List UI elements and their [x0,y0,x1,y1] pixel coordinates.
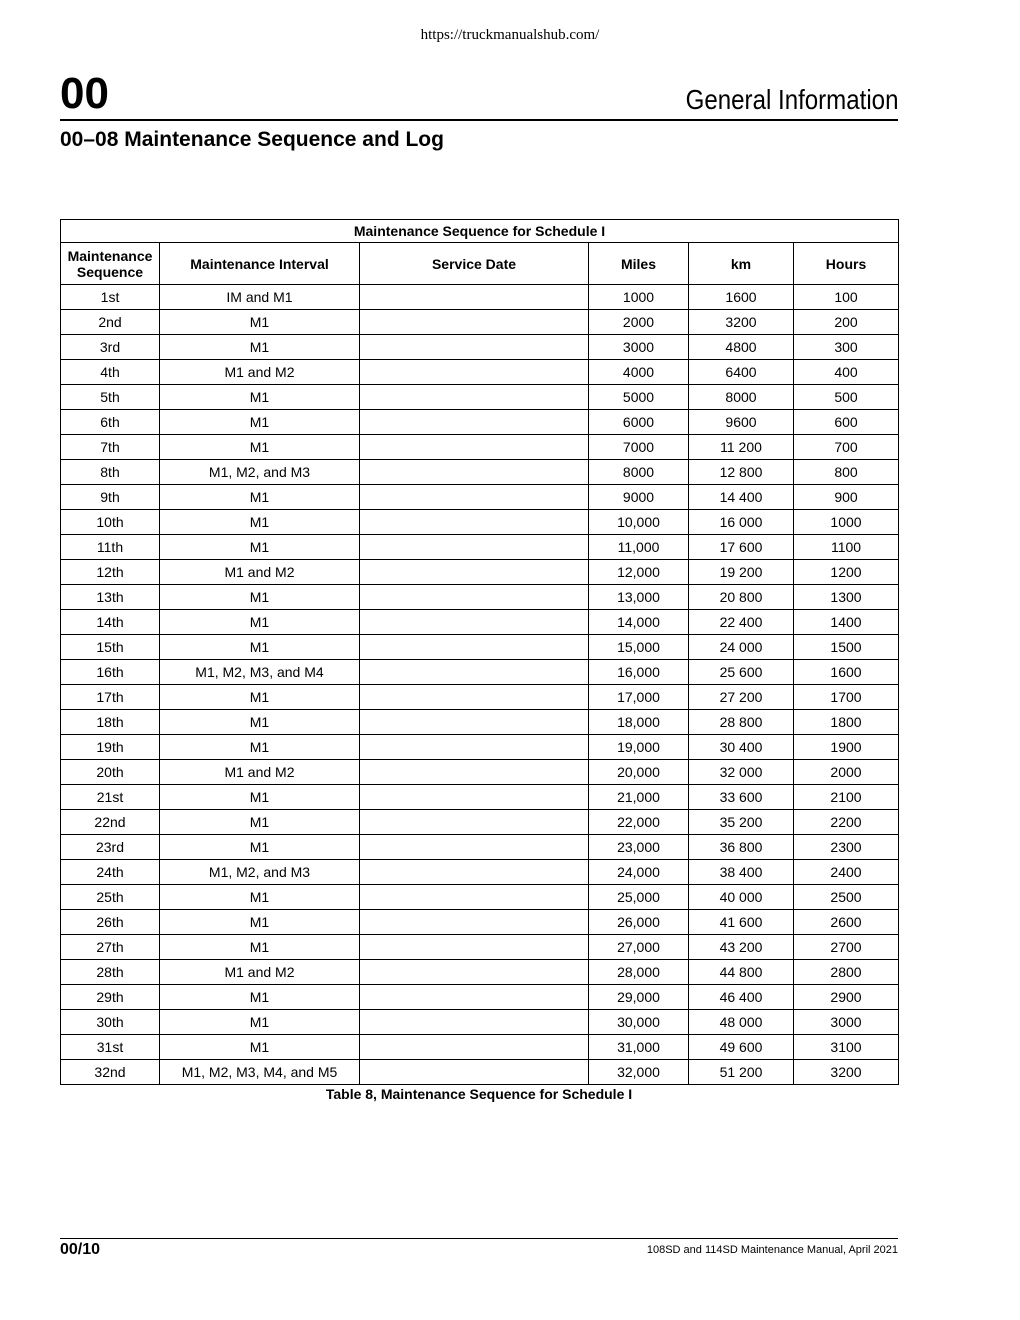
service-date-cell[interactable] [360,785,589,810]
hours-cell: 1600 [794,660,899,685]
interval-cell: M1 [160,785,360,810]
table-caption: Table 8, Maintenance Sequence for Schedule I [325,1086,633,1102]
service-date-cell[interactable] [360,835,589,860]
sequence-cell: 2nd [61,310,160,335]
service-date-cell[interactable] [360,510,589,535]
miles-cell: 10,000 [589,510,689,535]
miles-cell: 2000 [589,310,689,335]
sequence-cell: 23rd [61,835,160,860]
km-cell: 12 800 [689,460,794,485]
km-cell: 19 200 [689,560,794,585]
interval-cell: M1 and M2 [160,960,360,985]
service-date-cell[interactable] [360,635,589,660]
km-cell: 16 000 [689,510,794,535]
km-cell: 51 200 [689,1060,794,1085]
service-date-cell[interactable] [360,985,589,1010]
hours-cell: 1100 [794,535,899,560]
table-row [61,885,899,910]
miles-cell: 1000 [589,285,689,310]
miles-cell: 11,000 [589,535,689,560]
column-maintenance-interval: Maintenance Interval [160,243,360,285]
column-hours: Hours [794,243,899,285]
service-date-cell[interactable] [360,460,589,485]
interval-cell: M1 [160,935,360,960]
table-row [61,1010,899,1035]
miles-cell: 3000 [589,335,689,360]
table-row [61,310,899,335]
sequence-cell: 22nd [61,810,160,835]
interval-cell: M1 [160,510,360,535]
service-date-cell[interactable] [360,335,589,360]
service-date-cell[interactable] [360,385,589,410]
sequence-cell: 26th [61,910,160,935]
interval-cell: M1, M2, and M3 [160,860,360,885]
miles-cell: 8000 [589,460,689,485]
miles-cell: 28,000 [589,960,689,985]
km-cell: 49 600 [689,1035,794,1060]
miles-cell: 24,000 [589,860,689,885]
interval-cell: M1 [160,610,360,635]
miles-cell: 25,000 [589,885,689,910]
sequence-cell: 7th [61,435,160,460]
km-cell: 9600 [689,410,794,435]
service-date-cell[interactable] [360,535,589,560]
sequence-cell: 25th [61,885,160,910]
table-row [61,410,899,435]
interval-cell: M1, M2, M3, M4, and M5 [160,1060,360,1085]
miles-cell: 4000 [589,360,689,385]
miles-cell: 30,000 [589,1010,689,1035]
table-row [61,960,899,985]
miles-cell: 5000 [589,385,689,410]
column-service-date: Service Date [360,243,589,285]
hours-cell: 600 [794,410,899,435]
table-row [61,685,899,710]
interval-cell: M1 [160,1035,360,1060]
km-cell: 33 600 [689,785,794,810]
miles-cell: 12,000 [589,560,689,585]
table-row [61,710,899,735]
hours-cell: 900 [794,485,899,510]
sequence-cell: 1st [61,285,160,310]
hours-cell: 2800 [794,960,899,985]
miles-cell: 31,000 [589,1035,689,1060]
hours-cell: 2400 [794,860,899,885]
service-date-cell[interactable] [360,435,589,460]
table-row [61,610,899,635]
interval-cell: M1 and M2 [160,360,360,385]
service-date-cell[interactable] [360,660,589,685]
hours-cell: 2900 [794,985,899,1010]
miles-cell: 7000 [589,435,689,460]
miles-cell: 26,000 [589,910,689,935]
service-date-cell[interactable] [360,610,589,635]
table-title: Maintenance Sequence for Schedule I [61,220,899,243]
service-date-cell[interactable] [360,1035,589,1060]
sequence-cell: 31st [61,1035,160,1060]
service-date-cell[interactable] [360,710,589,735]
service-date-cell[interactable] [360,885,589,910]
interval-cell: M1 [160,885,360,910]
interval-cell: M1 [160,385,360,410]
service-date-cell[interactable] [360,360,589,385]
km-cell: 4800 [689,335,794,360]
interval-cell: M1, M2, and M3 [160,460,360,485]
table-row [61,835,899,860]
miles-cell: 27,000 [589,935,689,960]
source-url[interactable]: https://truckmanualshub.com/ [420,27,600,43]
table-row [61,460,899,485]
sequence-cell: 13th [61,585,160,610]
sequence-cell: 27th [61,935,160,960]
km-cell: 11 200 [689,435,794,460]
section-title: 00–08 Maintenance Sequence and Log [60,128,444,151]
table-row [61,510,899,535]
table-row [61,635,899,660]
manual-name: 108SD and 114SD Maintenance Manual, April 2021 [646,1244,898,1256]
service-date-cell[interactable] [360,585,589,610]
interval-cell: M1 [160,710,360,735]
km-cell: 30 400 [689,735,794,760]
interval-cell: M1 [160,585,360,610]
hours-cell: 1900 [794,735,899,760]
service-date-cell[interactable] [360,410,589,435]
hours-cell: 1700 [794,685,899,710]
sequence-cell: 16th [61,660,160,685]
table-row [61,785,899,810]
interval-cell: M1 and M2 [160,560,360,585]
service-date-cell[interactable] [360,910,589,935]
sequence-cell: 3rd [61,335,160,360]
hours-cell: 2700 [794,935,899,960]
miles-cell: 29,000 [589,985,689,1010]
interval-cell: M1 [160,310,360,335]
header-divider [60,119,898,121]
table-row [61,985,899,1010]
service-date-cell[interactable] [360,310,589,335]
sequence-cell: 8th [61,460,160,485]
table-row [61,810,899,835]
km-cell: 3200 [689,310,794,335]
table-row [61,560,899,585]
hours-cell: 1800 [794,710,899,735]
table-row [61,1035,899,1060]
hours-cell: 2500 [794,885,899,910]
hours-cell: 3200 [794,1060,899,1085]
hours-cell: 2200 [794,810,899,835]
table-row [61,585,899,610]
column-maintenance-sequence: Maintenance Sequence [61,243,160,285]
km-cell: 40 000 [689,885,794,910]
interval-cell: M1 [160,635,360,660]
hours-cell: 2300 [794,835,899,860]
hours-cell: 700 [794,435,899,460]
interval-cell: M1 [160,435,360,460]
service-date-cell[interactable] [360,1010,589,1035]
service-date-cell[interactable] [360,960,589,985]
hours-cell: 100 [794,285,899,310]
table-row [61,660,899,685]
table-row [61,760,899,785]
service-date-cell[interactable] [360,735,589,760]
miles-cell: 21,000 [589,785,689,810]
service-date-cell[interactable] [360,1060,589,1085]
miles-cell: 32,000 [589,1060,689,1085]
km-cell: 32 000 [689,760,794,785]
km-cell: 6400 [689,360,794,385]
sequence-cell: 30th [61,1010,160,1035]
miles-cell: 9000 [589,485,689,510]
interval-cell: M1, M2, M3, and M4 [160,660,360,685]
sequence-cell: 10th [61,510,160,535]
sequence-cell: 19th [61,735,160,760]
interval-cell: M1 [160,410,360,435]
hours-cell: 300 [794,335,899,360]
table-row [61,1060,899,1085]
table-row [61,535,899,560]
km-cell: 24 000 [689,635,794,660]
km-cell: 41 600 [689,910,794,935]
hours-cell: 200 [794,310,899,335]
table-row [61,485,899,510]
km-cell: 22 400 [689,610,794,635]
sequence-cell: 11th [61,535,160,560]
miles-cell: 23,000 [589,835,689,860]
hours-cell: 1400 [794,610,899,635]
km-cell: 38 400 [689,860,794,885]
hours-cell: 400 [794,360,899,385]
service-date-cell[interactable] [360,685,589,710]
table-row [61,385,899,410]
hours-cell: 3000 [794,1010,899,1035]
interval-cell: M1 [160,1010,360,1035]
table-row [61,335,899,360]
miles-cell: 17,000 [589,685,689,710]
table-row [61,910,899,935]
interval-cell: M1 [160,735,360,760]
interval-cell: M1 [160,685,360,710]
km-cell: 25 600 [689,660,794,685]
km-cell: 28 800 [689,710,794,735]
chapter-title: General Information [685,84,898,115]
sequence-cell: 6th [61,410,160,435]
km-cell: 14 400 [689,485,794,510]
interval-cell: M1 [160,835,360,860]
footer-divider [60,1238,898,1239]
miles-cell: 15,000 [589,635,689,660]
service-date-cell[interactable] [360,810,589,835]
km-cell: 35 200 [689,810,794,835]
interval-cell: M1 [160,335,360,360]
interval-cell: M1 [160,910,360,935]
miles-cell: 19,000 [589,735,689,760]
table-row [61,735,899,760]
km-cell: 17 600 [689,535,794,560]
sequence-cell: 14th [61,610,160,635]
table-row [61,360,899,385]
sequence-cell: 15th [61,635,160,660]
km-cell: 43 200 [689,935,794,960]
sequence-cell: 29th [61,985,160,1010]
sequence-cell: 9th [61,485,160,510]
sequence-cell: 5th [61,385,160,410]
sequence-cell: 4th [61,360,160,385]
sequence-cell: 20th [61,760,160,785]
service-date-cell[interactable] [360,935,589,960]
km-cell: 1600 [689,285,794,310]
sequence-cell: 12th [61,560,160,585]
hours-cell: 2100 [794,785,899,810]
interval-cell: M1 and M2 [160,760,360,785]
interval-cell: M1 [160,985,360,1010]
maintenance-sequence-table [60,219,899,1085]
miles-cell: 6000 [589,410,689,435]
hours-cell: 2000 [794,760,899,785]
sequence-cell: 18th [61,710,160,735]
interval-cell: IM and M1 [160,285,360,310]
km-cell: 20 800 [689,585,794,610]
page-number: 00/10 [60,1241,101,1258]
hours-cell: 800 [794,460,899,485]
sequence-cell: 24th [61,860,160,885]
miles-cell: 18,000 [589,710,689,735]
miles-cell: 22,000 [589,810,689,835]
interval-cell: M1 [160,535,360,560]
service-date-cell[interactable] [360,285,589,310]
service-date-cell[interactable] [360,760,589,785]
miles-cell: 16,000 [589,660,689,685]
column-km: km [689,243,794,285]
sequence-cell: 21st [61,785,160,810]
hours-cell: 500 [794,385,899,410]
hours-cell: 1500 [794,635,899,660]
km-cell: 44 800 [689,960,794,985]
table-row [61,435,899,460]
table-row [61,285,899,310]
sequence-cell: 28th [61,960,160,985]
km-cell: 48 000 [689,1010,794,1035]
hours-cell: 2600 [794,910,899,935]
sequence-cell: 17th [61,685,160,710]
km-cell: 36 800 [689,835,794,860]
sequence-cell: 32nd [61,1060,160,1085]
table-row [61,935,899,960]
hours-cell: 1300 [794,585,899,610]
table-row [61,860,899,885]
miles-cell: 14,000 [589,610,689,635]
service-date-cell[interactable] [360,860,589,885]
hours-cell: 1200 [794,560,899,585]
hours-cell: 1000 [794,510,899,535]
km-cell: 8000 [689,385,794,410]
hours-cell: 3100 [794,1035,899,1060]
chapter-number: 00 [60,69,109,118]
service-date-cell[interactable] [360,485,589,510]
service-date-cell[interactable] [360,560,589,585]
miles-cell: 13,000 [589,585,689,610]
km-cell: 27 200 [689,685,794,710]
miles-cell: 20,000 [589,760,689,785]
interval-cell: M1 [160,485,360,510]
interval-cell: M1 [160,810,360,835]
column-miles: Miles [589,243,689,285]
km-cell: 46 400 [689,985,794,1010]
